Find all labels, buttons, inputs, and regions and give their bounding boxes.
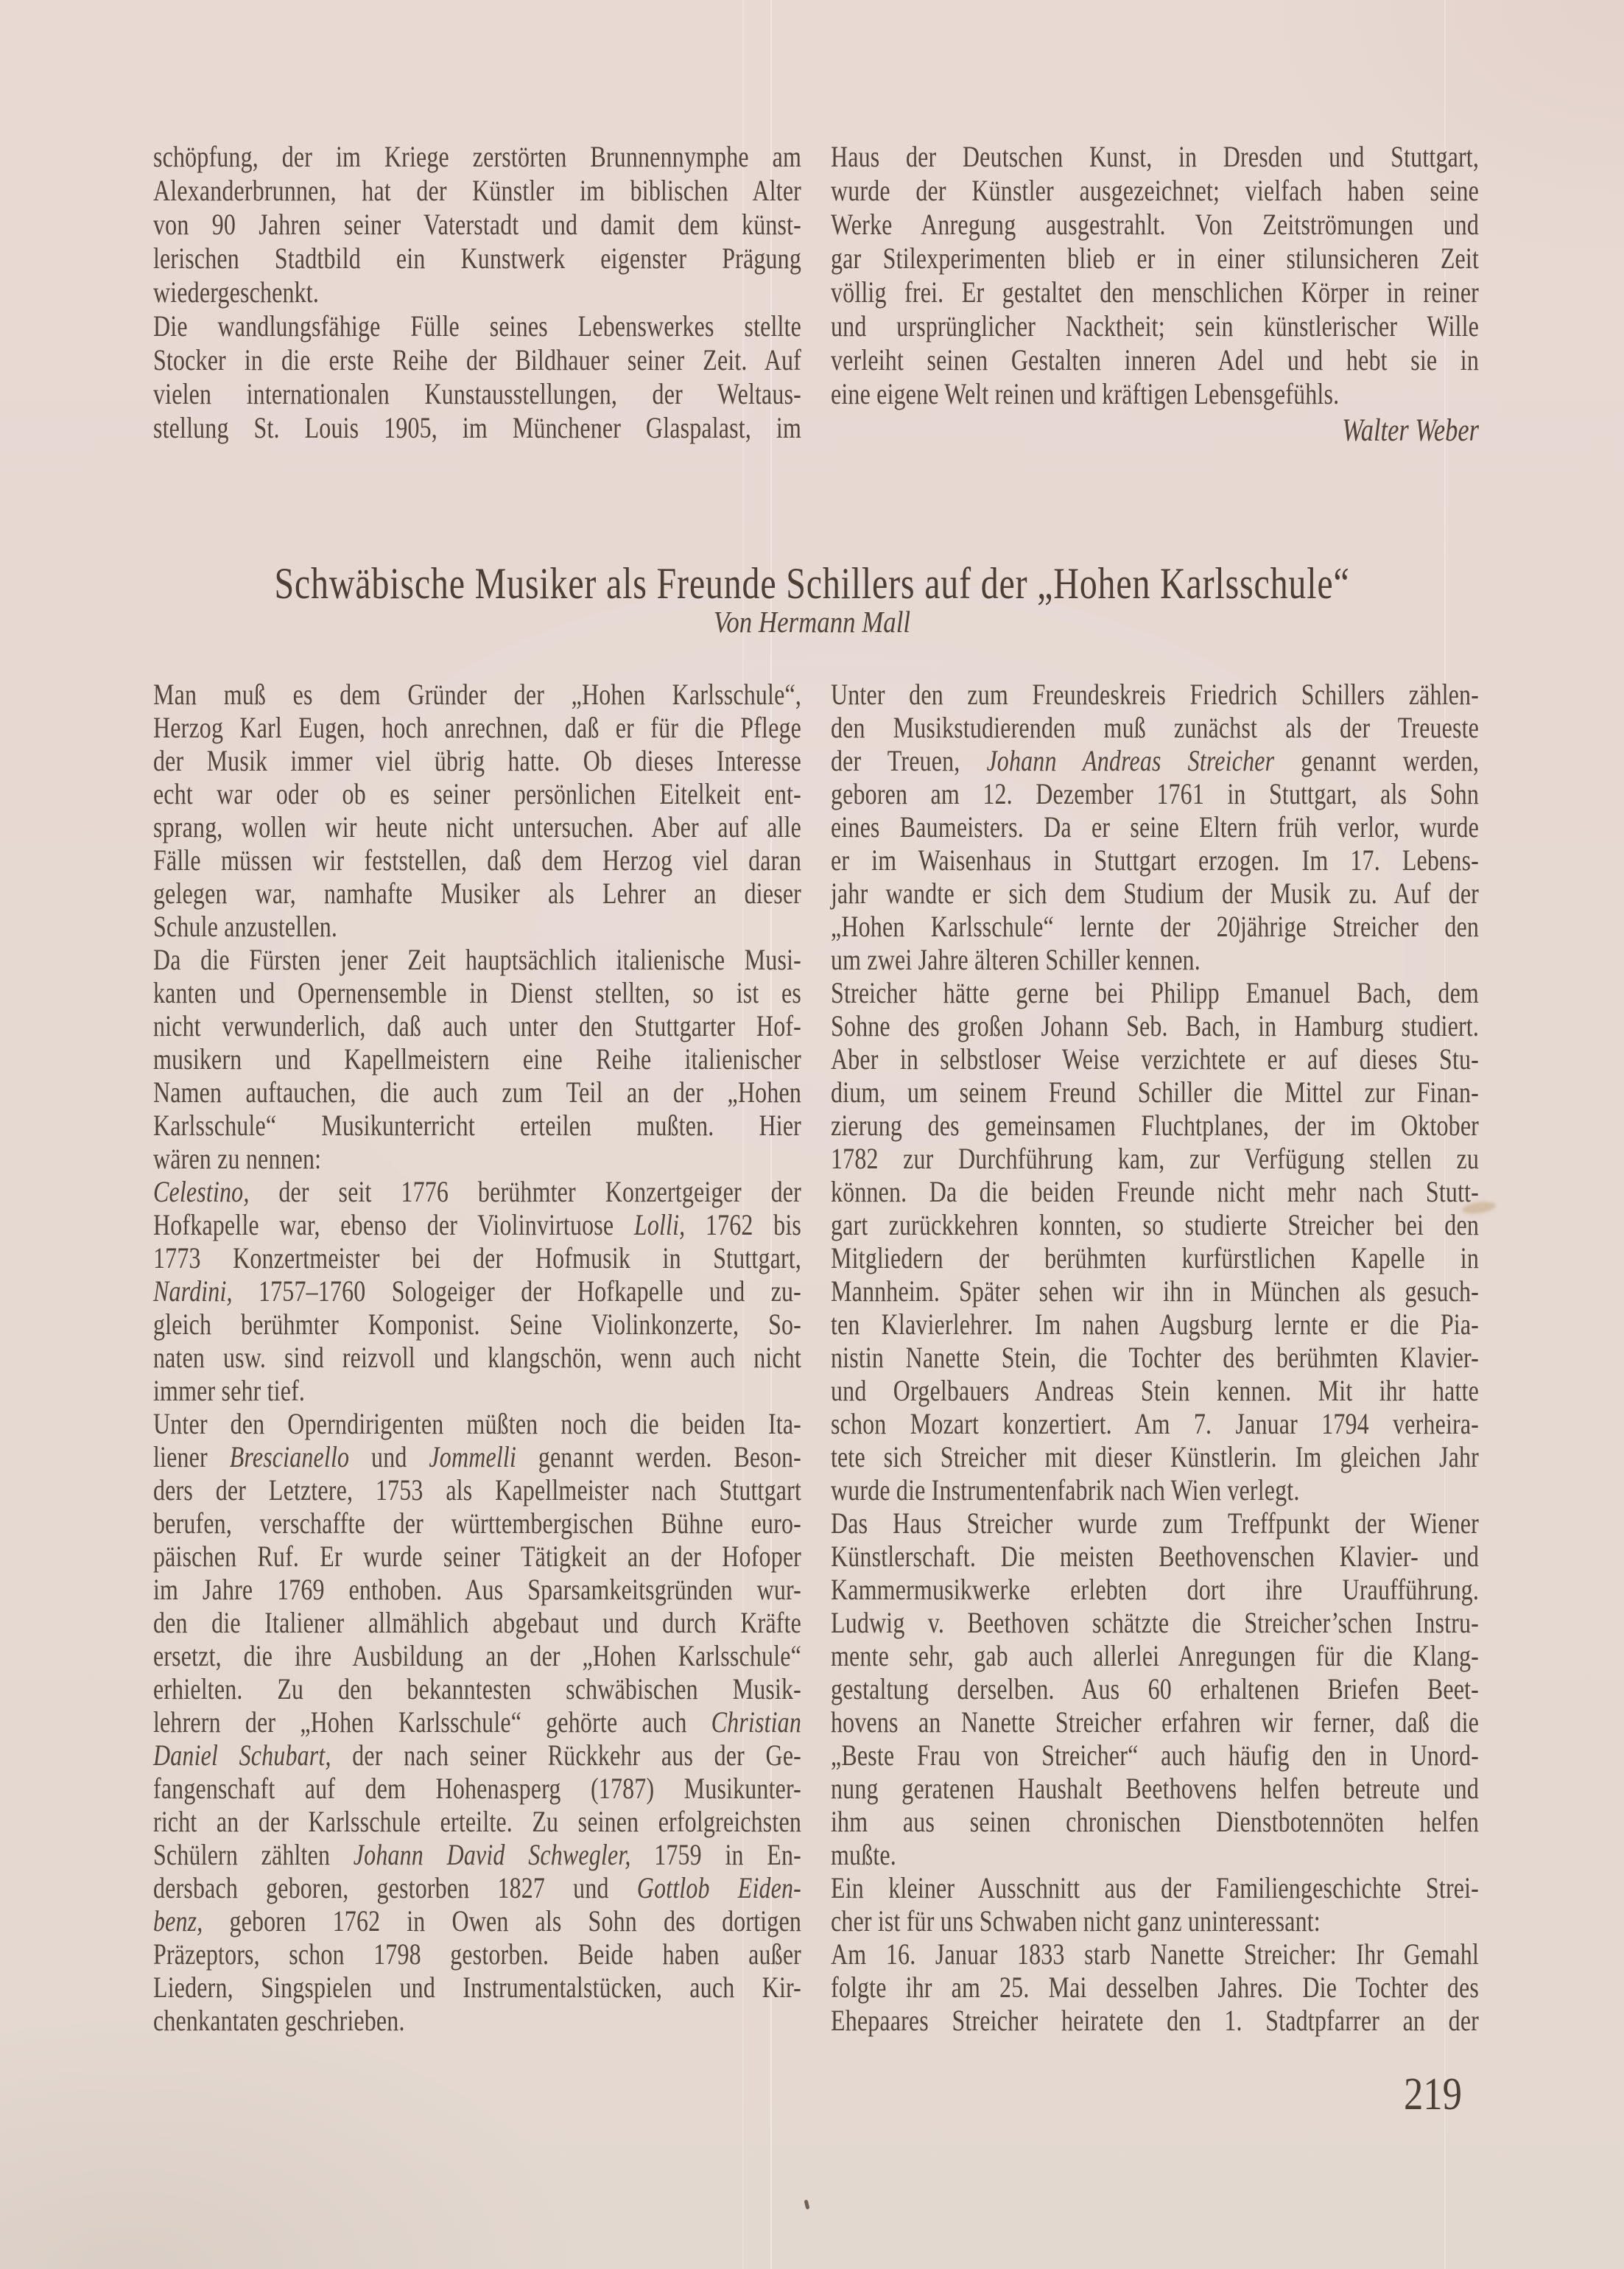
text-line: Herzog Karl Eugen, hoch anrechnen, daß er für die Pflege xyxy=(153,711,801,744)
text-line: zierung des gemeinsamen Fluchtplanes, der im Oktober xyxy=(831,1109,1479,1142)
text-line: berufen, verschaffte der württembergischen Bühne euro- xyxy=(153,1507,801,1540)
text-line: um zwei Jahre älteren Schiller kennen. xyxy=(831,943,1201,976)
text-line: schon Mozart konzertiert. Am 7. Januar 1794 verheira- xyxy=(831,1407,1479,1440)
text-line: gestaltung derselben. Aus 60 erhaltenen Briefen Beet- xyxy=(831,1672,1479,1705)
text-line: Alexanderbrunnen, hat der Künstler im biblischen Alter xyxy=(153,174,801,207)
text-line: dium, um seinem Freund Schiller die Mittel zur Finan- xyxy=(831,1076,1479,1109)
text-line: den Musikstudierenden muß zunächst als der Treueste xyxy=(831,711,1479,744)
text-line: Die wandlungsfähige Fülle seines Lebenswerkes stellte xyxy=(153,309,801,343)
text-line: Schülern zählten Johann David Schwegler, 1759 in En- xyxy=(153,1838,801,1871)
text-line: echt war oder ob es seiner persönlichen Eitelkeit ent- xyxy=(153,777,801,810)
text-line: der Musik immer viel übrig hatte. Ob dieses Interesse xyxy=(153,744,801,777)
text-line: schöpfung, der im Kriege zerstörten Brunnennymphe am xyxy=(153,140,801,173)
text-line: gleich berühmter Komponist. Seine Violinkonzerte, So- xyxy=(153,1308,801,1341)
author-signature: Walter Weber xyxy=(1342,413,1479,448)
paper-speck xyxy=(804,2200,810,2210)
text-line: Streicher hätte gerne bei Philipp Emanuel Bach, dem xyxy=(831,976,1479,1009)
text-line: „Beste Frau von Streicher“ auch häufig den in Unord- xyxy=(831,1739,1479,1772)
text-line: Fälle müssen wir feststellen, daß dem Herzog viel daran xyxy=(153,844,801,877)
text-line: Unter den zum Freundeskreis Friedrich Schillers zählen- xyxy=(831,678,1479,711)
text-line: Künstlerschaft. Die meisten Beethovenschen Klavier- und xyxy=(831,1540,1479,1573)
text-line: wurde der Künstler ausgezeichnet; vielfach haben seine xyxy=(831,174,1479,207)
text-line: erhielten. Zu den bekanntesten schwäbischen Musik- xyxy=(153,1672,801,1705)
text-line: Daniel Schubart, der nach seiner Rückkehr aus der Ge- xyxy=(153,1739,801,1772)
text-line: Mannheim. Später sehen wir ihn in München als gesuch- xyxy=(831,1274,1479,1308)
text-line: ders der Letztere, 1753 als Kapellmeister nach Stuttgart xyxy=(153,1473,801,1507)
previous-article-left-column xyxy=(153,140,801,445)
text-line: vielen internationalen Kunstausstellungen, der Weltaus- xyxy=(153,377,801,410)
text-line: er im Waisenhaus in Stuttgart erzogen. Im 17. Lebens- xyxy=(831,844,1479,877)
text-line: lehrern der „Hohen Karlsschule“ gehörte auch Christian xyxy=(153,1705,801,1739)
article-right-column xyxy=(831,678,1479,2037)
text-line: Aber in selbstloser Weise verzichtete er auf dieses Stu- xyxy=(831,1042,1479,1076)
text-line: Man muß es dem Gründer der „Hohen Karlsschule“, xyxy=(153,678,801,711)
text-line: Präzeptors, schon 1798 gestorben. Beide haben außer xyxy=(153,1937,801,1971)
text-line: völlig frei. Er gestaltet den menschlichen Körper in reiner xyxy=(831,276,1479,309)
text-line: 1773 Konzertmeister bei der Hofmusik in Stuttgart, xyxy=(153,1241,801,1274)
text-line: folgte ihr am 25. Mai desselben Jahres. Die Tochter des xyxy=(831,1971,1479,2004)
text-line: Nardini, 1757–1760 Sologeiger der Hofkapelle und zu- xyxy=(153,1274,801,1308)
text-line: fangenschaft auf dem Hohenasperg (1787) Musikunter- xyxy=(153,1772,801,1805)
text-line: tete sich Streicher mit dieser Künstlerin. Im gleichen Jahr xyxy=(831,1440,1479,1473)
text-line: gar Stilexperimenten blieb er in einer stilunsicheren Zeit xyxy=(831,242,1479,275)
text-line: päischen Ruf. Er wurde seiner Tätigkeit an der Hofoper xyxy=(153,1540,801,1573)
text-line: naten usw. sind reizvoll und klangschön, wenn auch nicht xyxy=(153,1341,801,1374)
text-line: Unter den Operndirigenten müßten noch die beiden Ita- xyxy=(153,1407,801,1440)
text-line: Karlsschule“ Musikunterricht erteilen mußten. Hier xyxy=(153,1109,801,1142)
previous-article-right-column xyxy=(831,140,1479,411)
text-line: Hofkapelle war, ebenso der Violinvirtuose Lolli, 1762 bis xyxy=(153,1208,801,1241)
text-line: ersetzt, die ihre Ausbildung an der „Hohen Karlsschule“ xyxy=(153,1639,801,1672)
text-line: und Orgelbauers Andreas Stein kennen. Mit ihr hatte xyxy=(831,1374,1479,1407)
text-line: und ursprünglicher Nacktheit; sein künstlerischer Wille xyxy=(831,309,1479,343)
text-line: Haus der Deutschen Kunst, in Dresden und Stuttgart, xyxy=(831,140,1479,173)
text-line: wären zu nennen: xyxy=(153,1142,322,1175)
text-line: lerischen Stadtbild ein Kunstwerk eigenster Prägung xyxy=(153,242,801,275)
text-line: Da die Fürsten jener Zeit hauptsächlich italienische Musi- xyxy=(153,943,801,976)
text-line: Schule anzustellen. xyxy=(153,910,338,943)
text-line: sprang, wollen wir heute nicht untersuchen. Aber auf alle xyxy=(153,810,801,844)
text-line: wurde die Instrumentenfabrik nach Wien verlegt. xyxy=(831,1473,1300,1507)
text-line: gart zurückkehren konnten, so studierte Streicher bei den xyxy=(831,1208,1479,1241)
text-line: eine eigene Welt reinen und kräftigen Lebensgefühls. xyxy=(831,377,1340,410)
text-line: Namen auftauchen, die auch zum Teil an der „Hohen xyxy=(153,1076,801,1109)
text-line: hovens an Nanette Streicher erfahren wir ferner, daß die xyxy=(831,1705,1479,1739)
text-line: richt an der Karlsschule erteilte. Zu seinen erfolgreichsten xyxy=(153,1805,801,1838)
text-line: benz, geboren 1762 in Owen als Sohn des dortigen xyxy=(153,1904,801,1937)
text-line: „Hohen Karlsschule“ lernte der 20jährige Streicher den xyxy=(831,910,1479,943)
text-line: Liedern, Singspielen und Instrumentalstücken, auch Kir- xyxy=(153,1971,801,2004)
text-line: Sohne des großen Johann Seb. Bach, in Hamburg studiert. xyxy=(831,1009,1479,1042)
text-line: nistin Nanette Stein, die Tochter des berühmten Klavier- xyxy=(831,1341,1479,1374)
text-line: Das Haus Streicher wurde zum Treffpunkt der Wiener xyxy=(831,1507,1479,1540)
text-line: Am 16. Januar 1833 starb Nanette Streicher: Ihr Gemahl xyxy=(831,1937,1479,1971)
text-line: Werke Anregung ausgestrahlt. Von Zeitströmungen und xyxy=(831,208,1479,241)
text-line: nicht verwunderlich, daß auch unter den Stuttgarter Hof- xyxy=(153,1009,801,1042)
text-line: den die Italiener allmählich abgebaut und durch Kräfte xyxy=(153,1606,801,1639)
text-line: Celestino, der seit 1776 berühmter Konzertgeiger der xyxy=(153,1175,802,1208)
text-line: dersbach geboren, gestorben 1827 und Gottlob Eiden- xyxy=(153,1871,801,1904)
text-line: geboren am 12. Dezember 1761 in Stuttgart, als Sohn xyxy=(831,777,1479,810)
text-line: immer sehr tief. xyxy=(153,1374,306,1407)
text-line: können. Da die beiden Freunde nicht mehr nach Stutt- xyxy=(831,1175,1479,1208)
text-line: im Jahre 1769 enthoben. Aus Sparsamkeitsgründen wur- xyxy=(153,1573,801,1606)
text-line: stellung St. Louis 1905, im Münchener Glaspalast, im xyxy=(153,411,801,444)
text-line: 1782 zur Durchführung kam, zur Verfügung stellen zu xyxy=(831,1142,1479,1175)
text-line: gelegen war, namhafte Musiker als Lehrer an dieser xyxy=(153,877,801,910)
article-left-column xyxy=(153,678,801,2037)
text-line: jahr wandte er sich dem Studium der Musik zu. Auf der xyxy=(831,877,1479,910)
text-line: wiedergeschenkt. xyxy=(153,276,319,309)
text-line: Ein kleiner Ausschnitt aus der Familiengeschichte Strei- xyxy=(831,1871,1479,1904)
text-line: der Treuen, Johann Andreas Streicher genannt werden, xyxy=(831,744,1479,777)
text-line: mußte. xyxy=(831,1838,896,1871)
text-line: Ehepaares Streicher heiratete den 1. Stadtpfarrer an der xyxy=(831,2004,1479,2037)
text-line: cher ist für uns Schwaben nicht ganz uninteressant: xyxy=(831,1904,1321,1937)
text-line: ten Klavierlehrer. Im nahen Augsburg lernte er die Pia- xyxy=(831,1308,1479,1341)
text-line: von 90 Jahren seiner Vaterstadt und damit dem künst- xyxy=(153,208,801,241)
text-line: mente sehr, gab auch allerlei Anregungen für die Klang- xyxy=(831,1639,1479,1672)
article-byline: Von Hermann Mall xyxy=(713,605,911,639)
text-line: musikern und Kapellmeistern eine Reihe italienischer xyxy=(153,1042,801,1076)
text-line: eines Baumeisters. Da er seine Eltern früh verlor, wurde xyxy=(831,810,1479,844)
text-line: ihm aus seinen chronischen Dienstbotennöten helfen xyxy=(831,1805,1479,1838)
text-line: liener Brescianello und Jommelli genannt werden. Beson- xyxy=(153,1440,801,1473)
page-number: 219 xyxy=(1403,2069,1462,2119)
text-line: Stocker in die erste Reihe der Bildhauer seiner Zeit. Auf xyxy=(153,343,801,376)
text-line: verleiht seinen Gestalten inneren Adel und hebt sie in xyxy=(831,343,1479,376)
text-line: nung geratenen Haushalt Beethovens helfen betreute und xyxy=(831,1772,1479,1805)
text-line: kanten und Opernensemble in Dienst stellten, so ist es xyxy=(153,976,801,1009)
text-line: Kammermusikwerke erlebten dort ihre Uraufführung. xyxy=(831,1573,1479,1606)
article-title: Schwäbische Musiker als Freunde Schillers auf der „Hohen Karlsschule“ xyxy=(274,559,1350,609)
text-line: chenkantaten geschrieben. xyxy=(153,2004,405,2037)
text-line: Mitgliedern der berühmten kurfürstlichen Kapelle in xyxy=(831,1241,1479,1274)
text-line: Ludwig v. Beethoven schätzte die Streicher’schen Instru- xyxy=(831,1606,1479,1639)
